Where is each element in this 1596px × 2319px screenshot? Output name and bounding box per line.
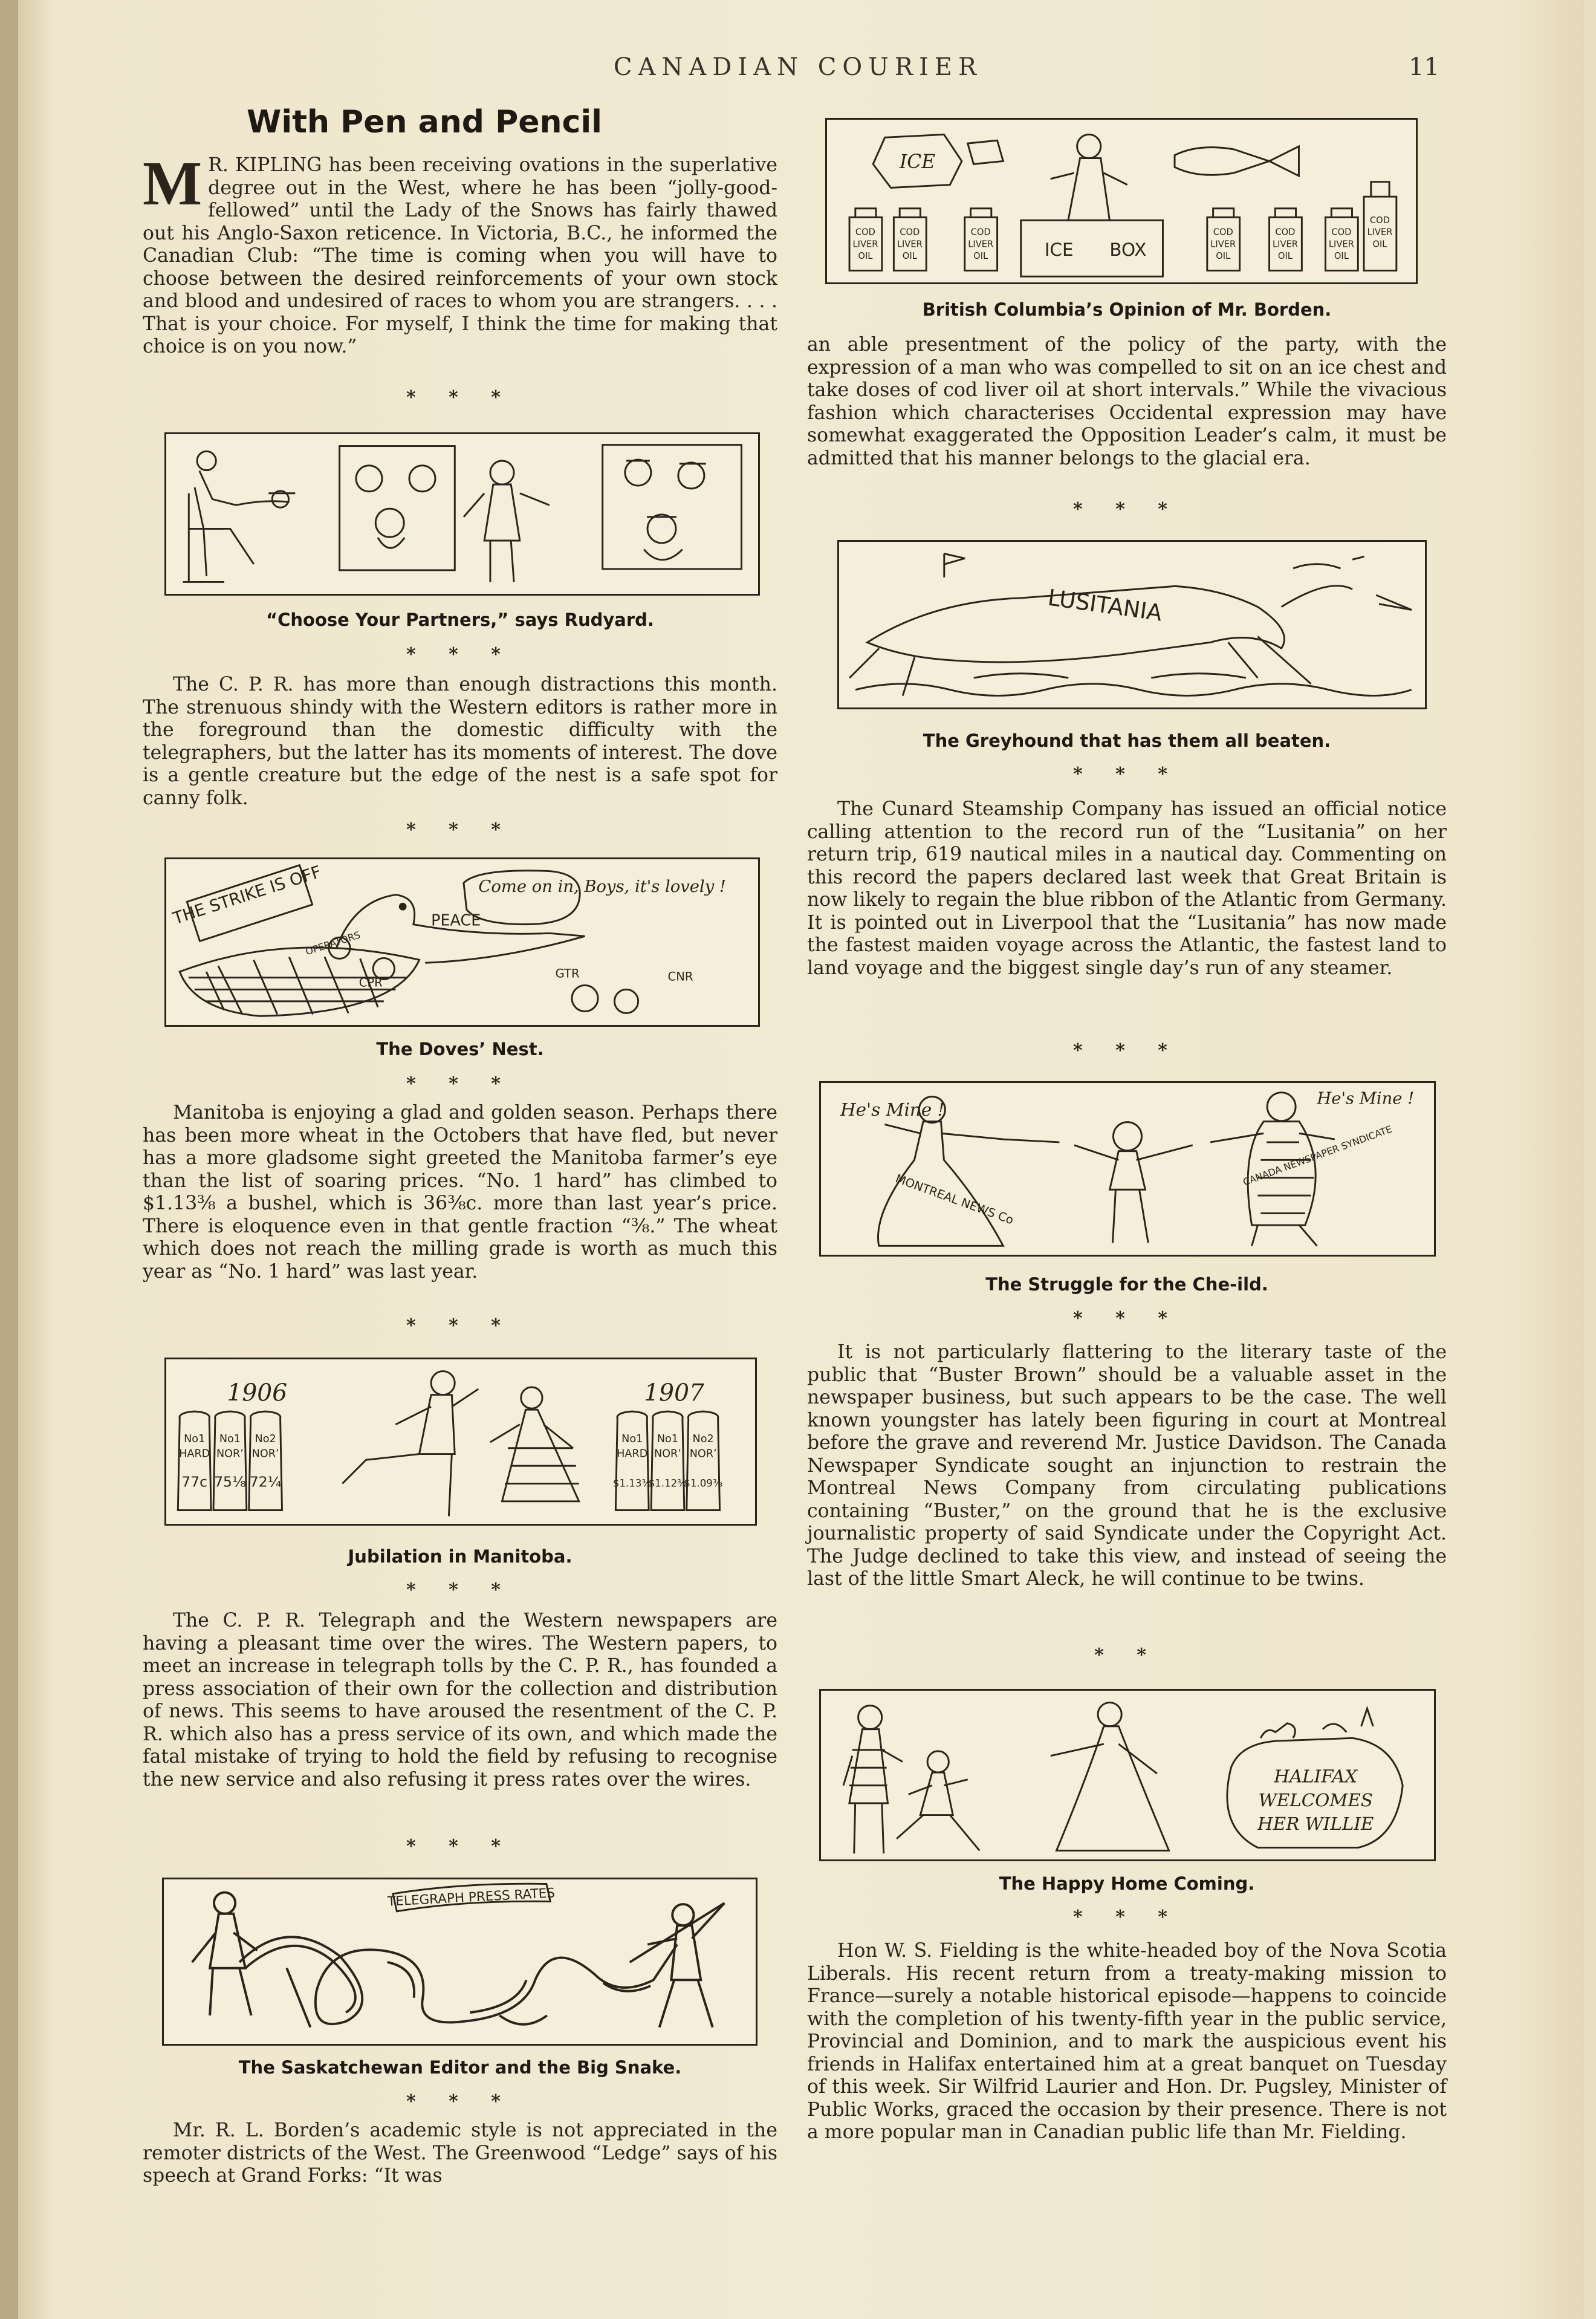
cartoon-label-montreal: MONTREAL NEWS Co bbox=[894, 1171, 1016, 1228]
section-divider-short: * * bbox=[1094, 1645, 1160, 1666]
bottle-2-line3: OIL bbox=[902, 250, 917, 261]
sack-1907-1-line1: No1 bbox=[621, 1433, 643, 1445]
bottle-1-line3: OIL bbox=[858, 250, 873, 261]
cartoon-greyhound-drawing bbox=[839, 542, 1425, 707]
bottle-3-line2: LIVER bbox=[968, 239, 994, 250]
cartoon-label-cnr: CNR bbox=[667, 969, 693, 984]
bottle-5-line1: COD bbox=[1275, 227, 1296, 238]
drop-cap: M bbox=[143, 149, 203, 218]
cartoon-label-halifax-3: HER WILLIE bbox=[1257, 1813, 1374, 1835]
sack-1907-2-price: $1.12⅜ bbox=[648, 1477, 687, 1489]
section-divider: * * * bbox=[406, 2091, 514, 2112]
cartoon-banner-telegraph: TELEGRAPH PRESS RATES bbox=[387, 1885, 556, 1910]
cartoon-year-1907: 1907 bbox=[644, 1379, 704, 1407]
paragraph-borden: Mr. R. L. Borden’s academic style is not appreciated in the remoter districts of the West. The Greenwood “Ledge” says of his speech at Grand Forks: “It was bbox=[143, 2119, 777, 2187]
section-divider: * * * bbox=[406, 1315, 514, 1336]
cartoon-speech-left: He's Mine ! bbox=[840, 1099, 945, 1120]
section-divider: * * * bbox=[1073, 1040, 1181, 1061]
cartoon-jubilation bbox=[164, 1358, 757, 1526]
page-number: 11 bbox=[1409, 53, 1439, 81]
bottle-5-line2: LIVER bbox=[1272, 239, 1298, 250]
bottle-7-line1: COD bbox=[1369, 215, 1390, 226]
cartoon-greyhound bbox=[837, 540, 1427, 709]
cartoon-struggle-child bbox=[819, 1081, 1436, 1257]
bottle-1-line2: LIVER bbox=[852, 239, 878, 250]
section-divider: * * * bbox=[406, 387, 514, 408]
sack-1906-3-price: 72¼ bbox=[249, 1473, 282, 1491]
cartoon-sign-strike: THE STRIKE IS OFF bbox=[170, 862, 324, 929]
binding-edge bbox=[0, 0, 18, 2319]
sack-1907-2-line1: No1 bbox=[657, 1433, 679, 1445]
cartoon-label-ice: ICE bbox=[1044, 239, 1074, 260]
bottle-1-line1: COD bbox=[855, 227, 875, 238]
cartoon-big-snake bbox=[162, 1878, 757, 2046]
cartoon-happy-homecoming bbox=[819, 1689, 1436, 1861]
cartoon-choose-partners-drawing bbox=[166, 434, 758, 594]
sack-1906-3-line1: No2 bbox=[255, 1433, 276, 1445]
section-divider: * * * bbox=[406, 1836, 514, 1857]
cartoon-label-halifax-2: WELCOMES bbox=[1258, 1789, 1373, 1810]
cartoon-label-operators: OPERATORS bbox=[303, 929, 362, 958]
cartoon-big-snake-drawing bbox=[164, 1879, 756, 2044]
section-divider: * * * bbox=[406, 1579, 514, 1601]
section-divider: * * * bbox=[406, 1073, 514, 1094]
cartoon-label-lusitania: LUSITANIA bbox=[1046, 584, 1164, 626]
caption-jubilation: Jubilation in Manitoba. bbox=[348, 1546, 573, 1567]
bottle-7-line2: LIVER bbox=[1367, 227, 1393, 238]
cartoon-doves-nest bbox=[164, 857, 760, 1027]
bottle-6-line3: OIL bbox=[1334, 250, 1349, 261]
cartoon-label-ice-block: ICE bbox=[899, 151, 936, 174]
cartoon-label-gtr: GTR bbox=[555, 966, 580, 981]
sack-1907-3-price: $1.09⅜ bbox=[684, 1477, 723, 1489]
caption-choose-partners: “Choose Your Partners,” says Rudyard. bbox=[266, 610, 654, 630]
article-headline: With Pen and Pencil bbox=[247, 104, 602, 140]
bottle-2-line2: LIVER bbox=[897, 239, 923, 250]
caption-greyhound: The Greyhound that has them all beaten. bbox=[923, 730, 1331, 751]
sack-1906-1-line2: HARD bbox=[179, 1448, 210, 1460]
section-divider: * * * bbox=[1073, 1308, 1181, 1329]
bottle-5-line3: OIL bbox=[1277, 250, 1293, 261]
cartoon-speech-right: He's Mine ! bbox=[1317, 1089, 1415, 1108]
caption-doves-nest: The Doves’ Nest. bbox=[376, 1039, 544, 1059]
paragraph-borden-continued: an able presentment of the policy of the party, with the expression of a man who was compelled to sit on an ice chest and take doses of cod liver oil at short intervals.” While the vivacious fashion which characterises Occidental expression may have somewhat exaggerated the Opposition Leader’s calm, it must be admitted that his manner belongs to the glacial era. bbox=[807, 334, 1447, 469]
cartoon-label-canada-syndicate: CANADA NEWSPAPER SYNDICATE bbox=[1241, 1123, 1393, 1188]
bottle-4-line3: OIL bbox=[1216, 250, 1231, 261]
paragraph-cpr-distractions: The C. P. R. has more than enough distractions this month. The strenuous shindy with the Western editors is rather more in the foreground than the domestic difficulty with the telegraphers, but the latter has its moments of interest. The dove is a gentle creature but the edge of the nest is a safe spot for canny folk. bbox=[143, 674, 777, 809]
bottle-3-line3: OIL bbox=[973, 250, 988, 261]
running-head: CANADIAN COURIER bbox=[613, 53, 983, 81]
sack-1907-2-line2: NOR’ bbox=[654, 1448, 681, 1460]
section-divider: * * * bbox=[1073, 1907, 1181, 1928]
sack-1906-2-line2: NOR’ bbox=[216, 1448, 244, 1460]
cartoon-bc-opinion bbox=[825, 118, 1418, 284]
paragraph-telegraph: The C. P. R. Telegraph and the Western newspapers are having a pleasant time over the wires. The Western papers, to meet an increase in telegraph tolls by the C. P. R., has founded a press association of their own for the collection and distribution of news. This seems to have aroused the resentment of the C. P. R. which also has a press service of its own, and which made the fatal mistake of trying to hold the field by refusing to recognise the new service and also refusing it press rates over the wires. bbox=[143, 1610, 777, 1790]
sack-1906-1-line1: No1 bbox=[184, 1433, 206, 1445]
sack-1907-3-line1: No2 bbox=[692, 1433, 714, 1445]
paragraph-manitoba: Manitoba is enjoying a glad and golden season. Perhaps there has been more wheat in the Octobers that have fled, but never has a more gladsome sight greeted the Manitoba farmer’s eye than the list of soaring prices. “No. 1 hard” has climbed to $1.13⅜ a bushel, which is 36⅜c. more than last year’s price. There is eloquence even in that gentle fraction “⅜.” The wheat which does not reach the milling grade is worth as much this year as “No. 1 hard” was last year. bbox=[143, 1102, 777, 1283]
section-divider: * * * bbox=[1073, 764, 1181, 785]
bottle-4-line1: COD bbox=[1213, 227, 1233, 238]
cartoon-doves-nest-drawing bbox=[166, 859, 758, 1025]
bottle-2-line1: COD bbox=[900, 227, 920, 238]
bottle-3-line1: COD bbox=[970, 227, 991, 238]
sack-1907-3-line2: NOR’ bbox=[689, 1448, 717, 1460]
sack-1906-2-price: 75⅛ bbox=[214, 1473, 246, 1491]
section-divider: * * * bbox=[406, 644, 514, 665]
cartoon-year-1906: 1906 bbox=[227, 1379, 288, 1407]
paragraph-lusitania: The Cunard Steamship Company has issued an official notice calling attention to the record run of the “Lusitania” on her return trip, 619 nautical miles in a nautical day. Commenting on this record the papers declared last week that Great Britain is now likely to regain the blue ribbon of the Atlantic from Germany. It is pointed out in Liverpool that the “Lusitania” has now made the fastest maiden voyage across the Atlantic, the fastest land to land voyage and the biggest single day’s run of any steamer. bbox=[807, 798, 1447, 979]
bottle-7-line3: OIL bbox=[1372, 239, 1387, 250]
sack-1906-2-line1: No1 bbox=[219, 1433, 241, 1445]
caption-bc-opinion: British Columbia’s Opinion of Mr. Borden. bbox=[922, 299, 1332, 320]
cartoon-label-cpr: CPR bbox=[358, 975, 383, 990]
caption-happy-homecoming: The Happy Home Coming. bbox=[999, 1873, 1255, 1894]
section-divider: * * * bbox=[406, 819, 514, 841]
bottle-4-line2: LIVER bbox=[1210, 239, 1236, 250]
paragraph-kipling-text: R. KIPLING has been receiving ovations in the superlative degree out in the West, where he has been “jolly-good-fellowed” until the Lady of the Snows has fairly thawed out his Anglo-Saxon reticence. In Victoria, B.C., he informed the Canadian Club: “The time is coming when you will have to choose between the desired reinforcements of your own stock and blood and undesired of races to whom you are strangers. . . . That is your choice. For myself, I think the time for making that choice is on you now.” bbox=[143, 154, 777, 357]
caption-big-snake: The Saskatchewan Editor and the Big Snake. bbox=[238, 2057, 682, 2078]
caption-struggle-child: The Struggle for the Che-ild. bbox=[985, 1274, 1268, 1295]
sack-1907-1-line2: HARD bbox=[617, 1448, 648, 1460]
sack-1907-1-price: $1.13⅜ bbox=[612, 1477, 652, 1489]
cartoon-label-box: BOX bbox=[1109, 239, 1147, 260]
cartoon-label-halifax-1: HALIFAX bbox=[1274, 1766, 1358, 1787]
section-divider: * * * bbox=[1073, 499, 1181, 520]
cartoon-choose-partners bbox=[164, 432, 760, 596]
paragraph-fielding: Hon W. S. Fielding is the white-headed boy of the Nova Scotia Liberals. His recent return from a treaty-making mission to France—surely a notable historical episode—happens to coincide with the completion of his twenty-fifth year in the public service, Provincial and Dominion, and to mark the auspicious event his friends in Halifax entertained him at a great banquet on Tuesday of this week. Sir Wilfrid Laurier and Hon. Dr. Pugsley, Minister of Public Works, graced the occasion by their presence. There is not a more popular man in Canadian public life than Mr. Fielding. bbox=[807, 1940, 1447, 2143]
cartoon-speech-balloon: Come on in, Boys, it's lovely ! bbox=[478, 877, 726, 896]
cartoon-jubilation-drawing bbox=[166, 1359, 755, 1524]
cartoon-label-peace: PEACE bbox=[431, 911, 481, 929]
sack-1906-1-price: 77c bbox=[181, 1473, 208, 1491]
bottle-6-line2: LIVER bbox=[1328, 239, 1354, 250]
sack-1906-3-line2: NOR’ bbox=[251, 1448, 279, 1460]
paragraph-buster-brown: It is not particularly flattering to the literary taste of the public that “Buster Brown” should be a valuable asset in the newspaper business, but such appears to be the case. The well known youngster has lately been figuring in court at Montreal before the grave and reverend Mr. Justice Davidson. The Canada Newspaper Syndicate sought an injunction to restrain the Montreal News Company from circulating publications containing “Buster,” on the ground that he is the exclusive journalistic property of said Syndicate under the Copyright Act. The Judge declined to take this view, and instead of seeing the last of the little Smart Aleck, he will continue to be twins. bbox=[807, 1341, 1447, 1590]
paragraph-kipling bbox=[143, 149, 777, 359]
cartoon-struggle-child-drawing bbox=[821, 1083, 1434, 1255]
cartoon-bc-opinion-drawing bbox=[827, 120, 1416, 282]
bottle-6-line1: COD bbox=[1331, 227, 1352, 238]
cartoon-happy-homecoming-drawing bbox=[821, 1691, 1434, 1859]
